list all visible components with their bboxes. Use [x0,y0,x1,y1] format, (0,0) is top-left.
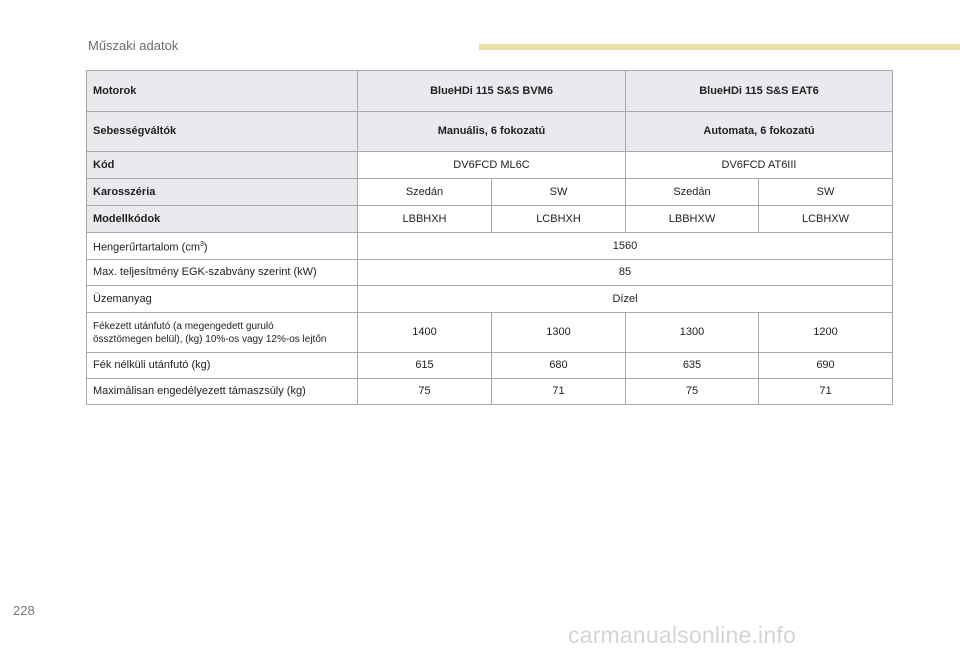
table-cell: LBBHXH [358,206,492,233]
table-cell: 1400 [358,313,492,353]
table-row-fek-nelkuli [87,353,893,379]
table-row-modellkodok [87,206,893,233]
table-row-motorok [87,71,893,112]
row-label-karosszeria: Karosszéria [87,179,358,206]
table-row-karosszeria [87,179,893,206]
table-cell: Dízel [358,286,893,313]
table-cell: 71 [492,379,626,405]
row-label-motorok: Motorok [87,71,358,112]
table-cell: 1560 [358,233,893,260]
table-row-sebessegvaltok [87,112,893,152]
header-accent-bar [479,44,960,50]
row-label-fekezett [87,313,358,353]
table-cell: LBBHXW [626,206,759,233]
table-cell: 75 [358,379,492,405]
superscript: 3 [199,240,204,248]
table-row-kod [87,152,893,179]
table-cell: LCBHXH [492,206,626,233]
watermark: carmanualsonline.info [568,622,796,648]
code-bvm6: DV6FCD ML6C [358,152,626,179]
label-line-1: Fékezett utánfutó (a megengedett guruló [93,320,274,332]
table-cell: 75 [626,379,759,405]
row-label-tamaszsuly: Maximálisan engedélyezett támaszsúly (kg) [87,379,358,405]
table-cell: 690 [759,353,893,379]
table-cell: SW [492,179,626,206]
row-label-modellkodok: Modellkódok [87,206,358,233]
row-label-hengerurtartalom [87,233,358,260]
table-cell: 1300 [492,313,626,353]
table-row-uzemanyag [87,286,893,313]
table-cell: 635 [626,353,759,379]
page-number: 228 [13,603,35,618]
table-cell: Szedán [626,179,759,206]
table-cell: 71 [759,379,893,405]
code-eat6: DV6FCD AT6III [626,152,893,179]
table-cell: LCBHXW [759,206,893,233]
motor-eat6: BlueHDi 115 S&S EAT6 [626,71,893,112]
gearbox-eat6: Automata, 6 fokozatú [626,112,893,152]
label-text-end: ) [203,241,208,254]
row-label-kod: Kód [87,152,358,179]
label-text: Hengerűrtartalom (cm [93,241,200,254]
row-label-sebessegvaltok: Sebességváltók [87,112,358,152]
motor-bvm6: BlueHDi 115 S&S BVM6 [358,71,626,112]
row-label-uzemanyag: Üzemanyag [87,286,358,313]
table-cell: 1300 [626,313,759,353]
table-cell: SW [759,179,893,206]
section-title: Műszaki adatok [88,38,179,53]
label-line-2: össztömegen belül), (kg) 10%-os vagy 12%-os lejtőn [93,333,327,345]
row-label-teljesitmeny: Max. teljesítmény EGK-szabvány szerint (kW) [87,260,358,286]
table-row-tamaszsuly [87,379,893,405]
table-cell: 85 [358,260,893,286]
row-label-fek-nelkuli: Fék nélküli utánfutó (kg) [87,353,358,379]
table-row-fekezett [87,313,893,353]
table-cell: 680 [492,353,626,379]
table-cell: 1200 [759,313,893,353]
table-cell: 615 [358,353,492,379]
table-cell: Szedán [358,179,492,206]
table-row-hengerurtartalom [87,233,893,260]
specifications-table [86,70,893,405]
gearbox-bvm6: Manuális, 6 fokozatú [358,112,626,152]
table-row-teljesitmeny [87,260,893,286]
